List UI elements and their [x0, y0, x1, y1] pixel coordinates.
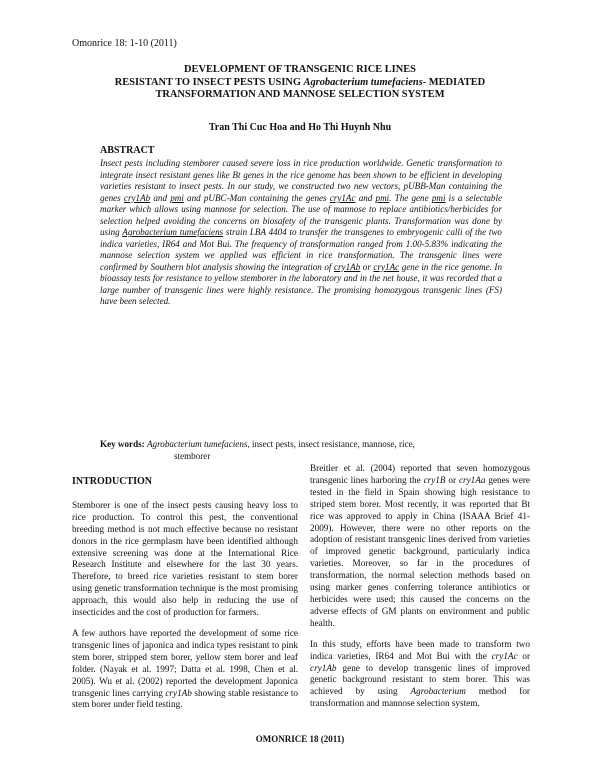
intro-paragraph-1: Stemborer is one of the insect pests causing heavy loss to rice production. To control this pest, the conventional breeding method is not much effective because no resistant donors in the rice germplasm have been identified although extensive screening was done at the International Rice Research Institute and elsewhere for the last 30 years. Therefore, to breed rice varieties resistant to stem borer using genetic transformation technique is the most promising approach, this would also help in reducing the use of insecticides and the cost of production for farmers.	[72, 499, 298, 618]
title-line-3: TRANSFORMATION AND MANNOSE SELECTION SYSTEM	[155, 89, 445, 100]
intro-paragraph-3: Breitler et al. (2004) reported that seven homozygous transgenic lines harboring the cry1B or cry1Aa genes were tested in the field in Spain showing high resistance to striped stem borer. Most recently, it was reported that Bt rice was approved to apply in China (ISAAA Brief 41-2009). However, there were no other reports on the adoption of resistant transgenic lines derived from varieties of improved genetic background, particularly indica varieties. Moreover, so far in the procedures of transformation, the normal selection methods based on using marker genes conferring tolerance antibiotics or herbicides were used; this caused the concerns on the adverse effects of GM plants on environment and public health.	[310, 463, 530, 628]
left-column	[72, 476, 298, 720]
introduction-heading: INTRODUCTION	[72, 476, 153, 487]
abstract-body: Insect pests including stemborer caused severe loss in rice production worldwide. Genetic transformation to integrate insect resistant genes like Bt genes in the rice genome has been shown to be efficient in developing varieties resistant to insect pests. In our study, we constructed two new vectors, pUBB-Man containing the genes cry1Ab and pmi and pUBC-Man containing the genes cry1Ac and pmi. The gene pmi is a selectable marker which allows using mannose for selection. The use of mannose to replace antibiotics/herbicides for selection helped avoiding the concerns on biosafety of the transgenic plants. Transformation was done by using Agrobacterium tumefaciens strain LBA 4404 to transfer the transgenes to embryogenic calli of the two indica varieties, IR64 and Mot Bui. The frequency of transformation ranged from 1.00-5.83% indicating the mannose selection system we applied was efficient in rice transformation. The transgenic lines were confirmed by Southern blot analysis showing the integration of cry1Ab or cry1Ac gene in the rice genome. In bioassay tests for resistance to yellow stemborer in the laboratory and in the net house, it was recorded that a large number of transgenic lines were highly resistance. The promising homozygous transgenic lines (FS) have been selected.	[100, 158, 503, 306]
title-line-1: DEVELOPMENT OF TRANSGENIC RICE LINES	[184, 64, 416, 75]
paper-title	[72, 64, 528, 102]
title-line-2: RESISTANT TO INSECT PESTS USING Agrobacterium tumefaciens- MEDIATED	[114, 76, 486, 88]
right-column	[310, 463, 530, 719]
abstract-heading: ABSTRACT	[100, 145, 155, 156]
journal-reference: Omonrice 18: 1-10 (2011)	[72, 38, 177, 49]
page-footer: OMONRICE 18 (2011)	[255, 734, 345, 744]
intro-paragraph-2: A few authors have reported the development of some rice transgenic lines of japonica and indica types resistant to pink stem borer, stripped stem borer, yellow stem borer and leaf folder. (Nayak et al. 1997; Datta et al. 1998, Chen et al. 2005). Wu et al. (2002) reported the development Japonica transgenic lines carrying cry1Ab showing stable resistance to stem borer under field testing.	[72, 627, 299, 710]
authors: Tran Thi Cuc Hoa and Ho Thi Huynh Nhu	[208, 122, 392, 133]
keywords-label: Key words:	[100, 439, 147, 449]
intro-paragraph-4: In this study, efforts have been made to transform two indica varieties, IR64 and Mot Bui with the cry1Ac or cry1Ab gene to develop transgenic lines of improved genetic background resistant to stem borer. This was achieved by using Agrobacterium method for transformation and mannose selection system.	[310, 638, 531, 709]
keywords: Key words: Agrobacterium tumefaciens, insect pests, insect resistance, mannose, rice, stemborer	[100, 439, 415, 461]
